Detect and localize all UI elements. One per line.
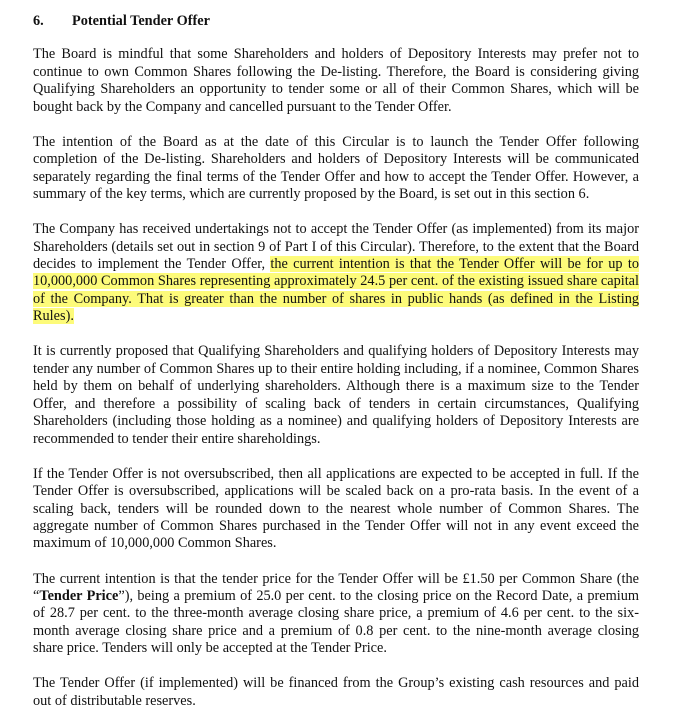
section-number: 6. <box>33 13 44 29</box>
paragraph-2: The intention of the Board as at the date of this Circular is to launch the Tender Offer following completion of the De-listing. Shareholders and holders of Depository Interests will be communicated separately regarding the final terms of the Tender Offer and how to accept the Tender Offer. However, a summary of the key terms, which are currently proposed by the Board, is set out in this section 6. <box>33 133 639 203</box>
paragraph-7: The Tender Offer (if implemented) will be financed from the Group’s existing cash resources and paid out of distributable reserves. <box>33 675 639 709</box>
document-body <box>33 13 639 728</box>
paragraph-1: The Board is mindful that some Shareholders and holders of Depository Interests may prefer not to continue to own Common Shares following the De-listing. Therefore, the Board is considering giving Qualifying Shareholders an opportunity to tender some or all of their Common Shares, which will be bought back by the Company and cancelled pursuant to the Tender Offer. <box>33 46 639 115</box>
section-heading <box>33 13 639 30</box>
defined-term-tender-price: Tender Price <box>39 587 119 604</box>
paragraph-3-text: The Company has received undertakings not to accept the Tender Offer (as implemented) from its major Shareholders (details set out in section 9 of Part I of this Circular). Therefore, to the extent that the Board decides to implement the Tender Offer, <box>33 221 639 273</box>
paragraph-6-text-before: The current intention is that the tender price for the Tender Offer will be £1.50 per Common Share (the “ <box>33 570 639 604</box>
paragraph-3 <box>33 221 639 325</box>
highlighted-text: the current intention is that the Tender Offer will be for up to 10,000,000 Common Shares representing approximately 24.5 per cent. of the existing issued share capital of the Company. That is greater than the number of shares in public hands (as defined in the Listing Rules). <box>33 256 639 325</box>
paragraph-6 <box>33 571 639 658</box>
paragraph-4: It is currently proposed that Qualifying Shareholders and qualifying holders of Depository Interests may tender any number of Common Shares up to their entire holding including, if a nominee, Common Shares held by them on behalf of underlying shareholders. Although there is a maximum size to the Tender Offer, and therefore a possibility of scaling back of tenders in certain circumstances, Qualifying Shareholders (including those holding as a nominee) and qualifying holders of Depository Interests are recommended to tender their entire shareholdings. <box>33 343 639 447</box>
section-title: Potential Tender Offer <box>72 13 210 29</box>
paragraph-6-text-after: ”), being a premium of 25.0 per cent. to the closing price on the Record Date, a premium of 28.7 per cent. to the three-month average closing share price, a premium of 4.6 per cent. to the six-month average closing share price and a premium of 0.8 per cent. to the nine-month average closing share price. Tenders will only be accepted at the Tender Price. <box>33 587 639 657</box>
paragraph-5: If the Tender Offer is not oversubscribed, then all applications are expected to be accepted in full. If the Tender Offer is oversubscribed, applications will be scaled back on a pro-rata basis. In the event of a scaling back, tenders will be rounded down to the nearest whole number of Common Shares. The aggregate number of Common Shares purchased in the Tender Offer will not in any event exceed the maximum of 10,000,000 Common Shares. <box>33 465 639 552</box>
